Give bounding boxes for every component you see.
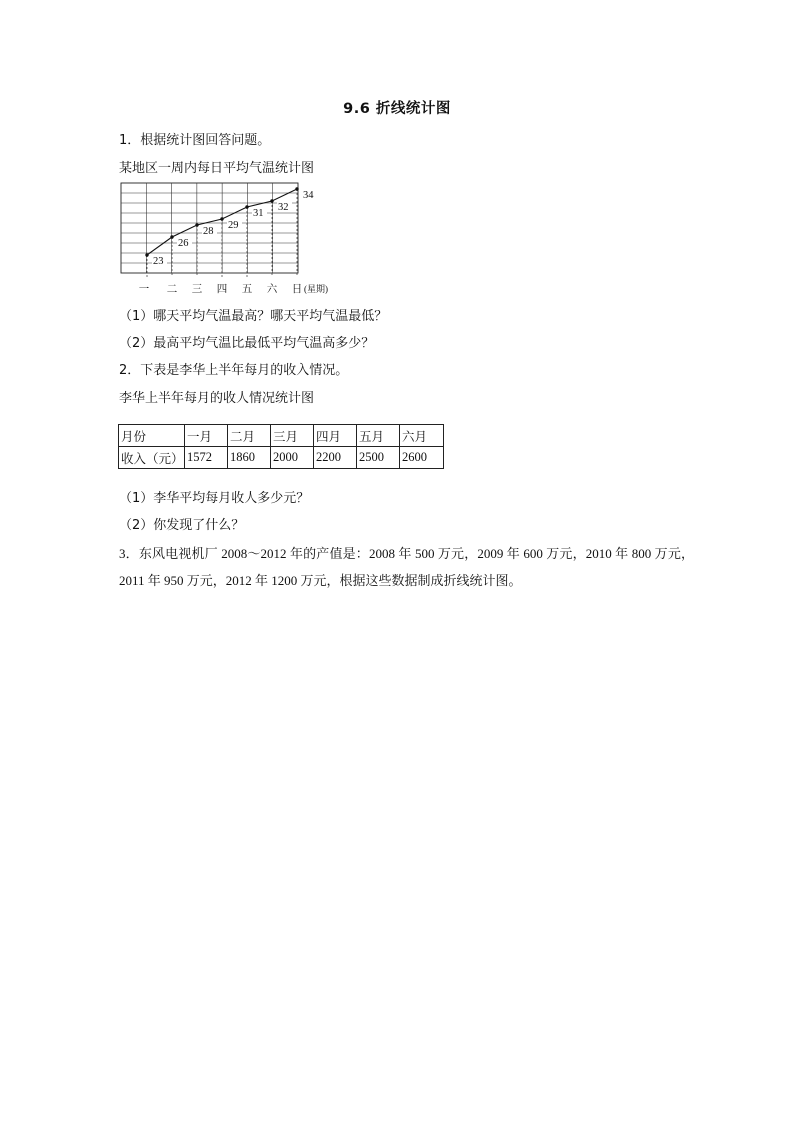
data-point (195, 223, 198, 226)
chart-x-ticks (139, 283, 328, 295)
table-cell: 2200 (314, 447, 357, 469)
table-header-row (119, 425, 444, 447)
table-cell: 2000 (271, 447, 314, 469)
chart-caption: 某地区一周内每日平均气温统计图 (119, 161, 315, 176)
x-tick-label: 六 (266, 284, 278, 295)
x-tick-label: 四 (216, 284, 228, 295)
x-axis-label: (星期) (304, 284, 328, 294)
data-label: 28 (203, 226, 214, 237)
x-tick-label: 二 (166, 284, 178, 295)
data-point (245, 205, 248, 208)
question-1-sub-1: （1）哪天平均气温最高？哪天平均气温最低？ (119, 309, 388, 324)
data-point (145, 253, 148, 256)
question-2-sub-1: （1）李华平均每月收人多少元？ (119, 491, 310, 506)
x-tick-label: 一 (138, 284, 150, 295)
table-cell: 2500 (357, 447, 400, 469)
data-label: 26 (178, 238, 189, 249)
table-cell: 收入（元） (119, 447, 185, 469)
table-cell: 五月 (357, 425, 400, 447)
data-point (170, 235, 173, 238)
table-cell: 2600 (400, 447, 444, 469)
question-2-sub-2: （2）你发现了什么？ (119, 518, 245, 533)
income-table (118, 424, 444, 469)
data-point (295, 187, 298, 190)
table-row (119, 447, 444, 469)
chart-data-labels (152, 189, 317, 267)
table-cell: 六月 (400, 425, 444, 447)
temperature-line-chart (119, 180, 339, 298)
x-tick-label: 三 (191, 284, 203, 295)
table-caption: 李华上半年每月的收人情况统计图 (119, 391, 315, 406)
question-1-sub-2: （2）最高平均气温比最低平均气温高多少？ (119, 336, 375, 351)
table-cell: 三月 (271, 425, 314, 447)
table-cell: 二月 (228, 425, 271, 447)
data-label: 23 (153, 256, 164, 267)
x-tick-label: 日 (291, 284, 303, 295)
question-2-heading: 2．下表是李华上半年每月的收入情况。 (119, 363, 349, 378)
data-label: 34 (303, 190, 314, 201)
table-cell: 1860 (228, 447, 271, 469)
data-label: 29 (228, 220, 239, 231)
table-cell: 四月 (314, 425, 357, 447)
question-3-text: 3．东风电视机厂 2008～2012 年的产值是：2008 年 500 万元，2009 年 600 万元，2010 年 800 万元，2011 年 950 万元，2012 年 1200 万元，根据这些数据制成折线统计图。 (119, 546, 694, 588)
page-title: 9.6 折线统计图 (343, 101, 451, 117)
table-cell: 月份 (119, 425, 185, 447)
table-cell: 一月 (185, 425, 228, 447)
question-1-heading: 1．根据统计图回答问题。 (119, 133, 271, 148)
data-point (270, 199, 273, 202)
data-label: 32 (278, 202, 289, 213)
data-point (220, 217, 223, 220)
data-label: 31 (253, 208, 264, 219)
x-tick-label: 五 (241, 284, 253, 295)
table-cell: 1572 (185, 447, 228, 469)
